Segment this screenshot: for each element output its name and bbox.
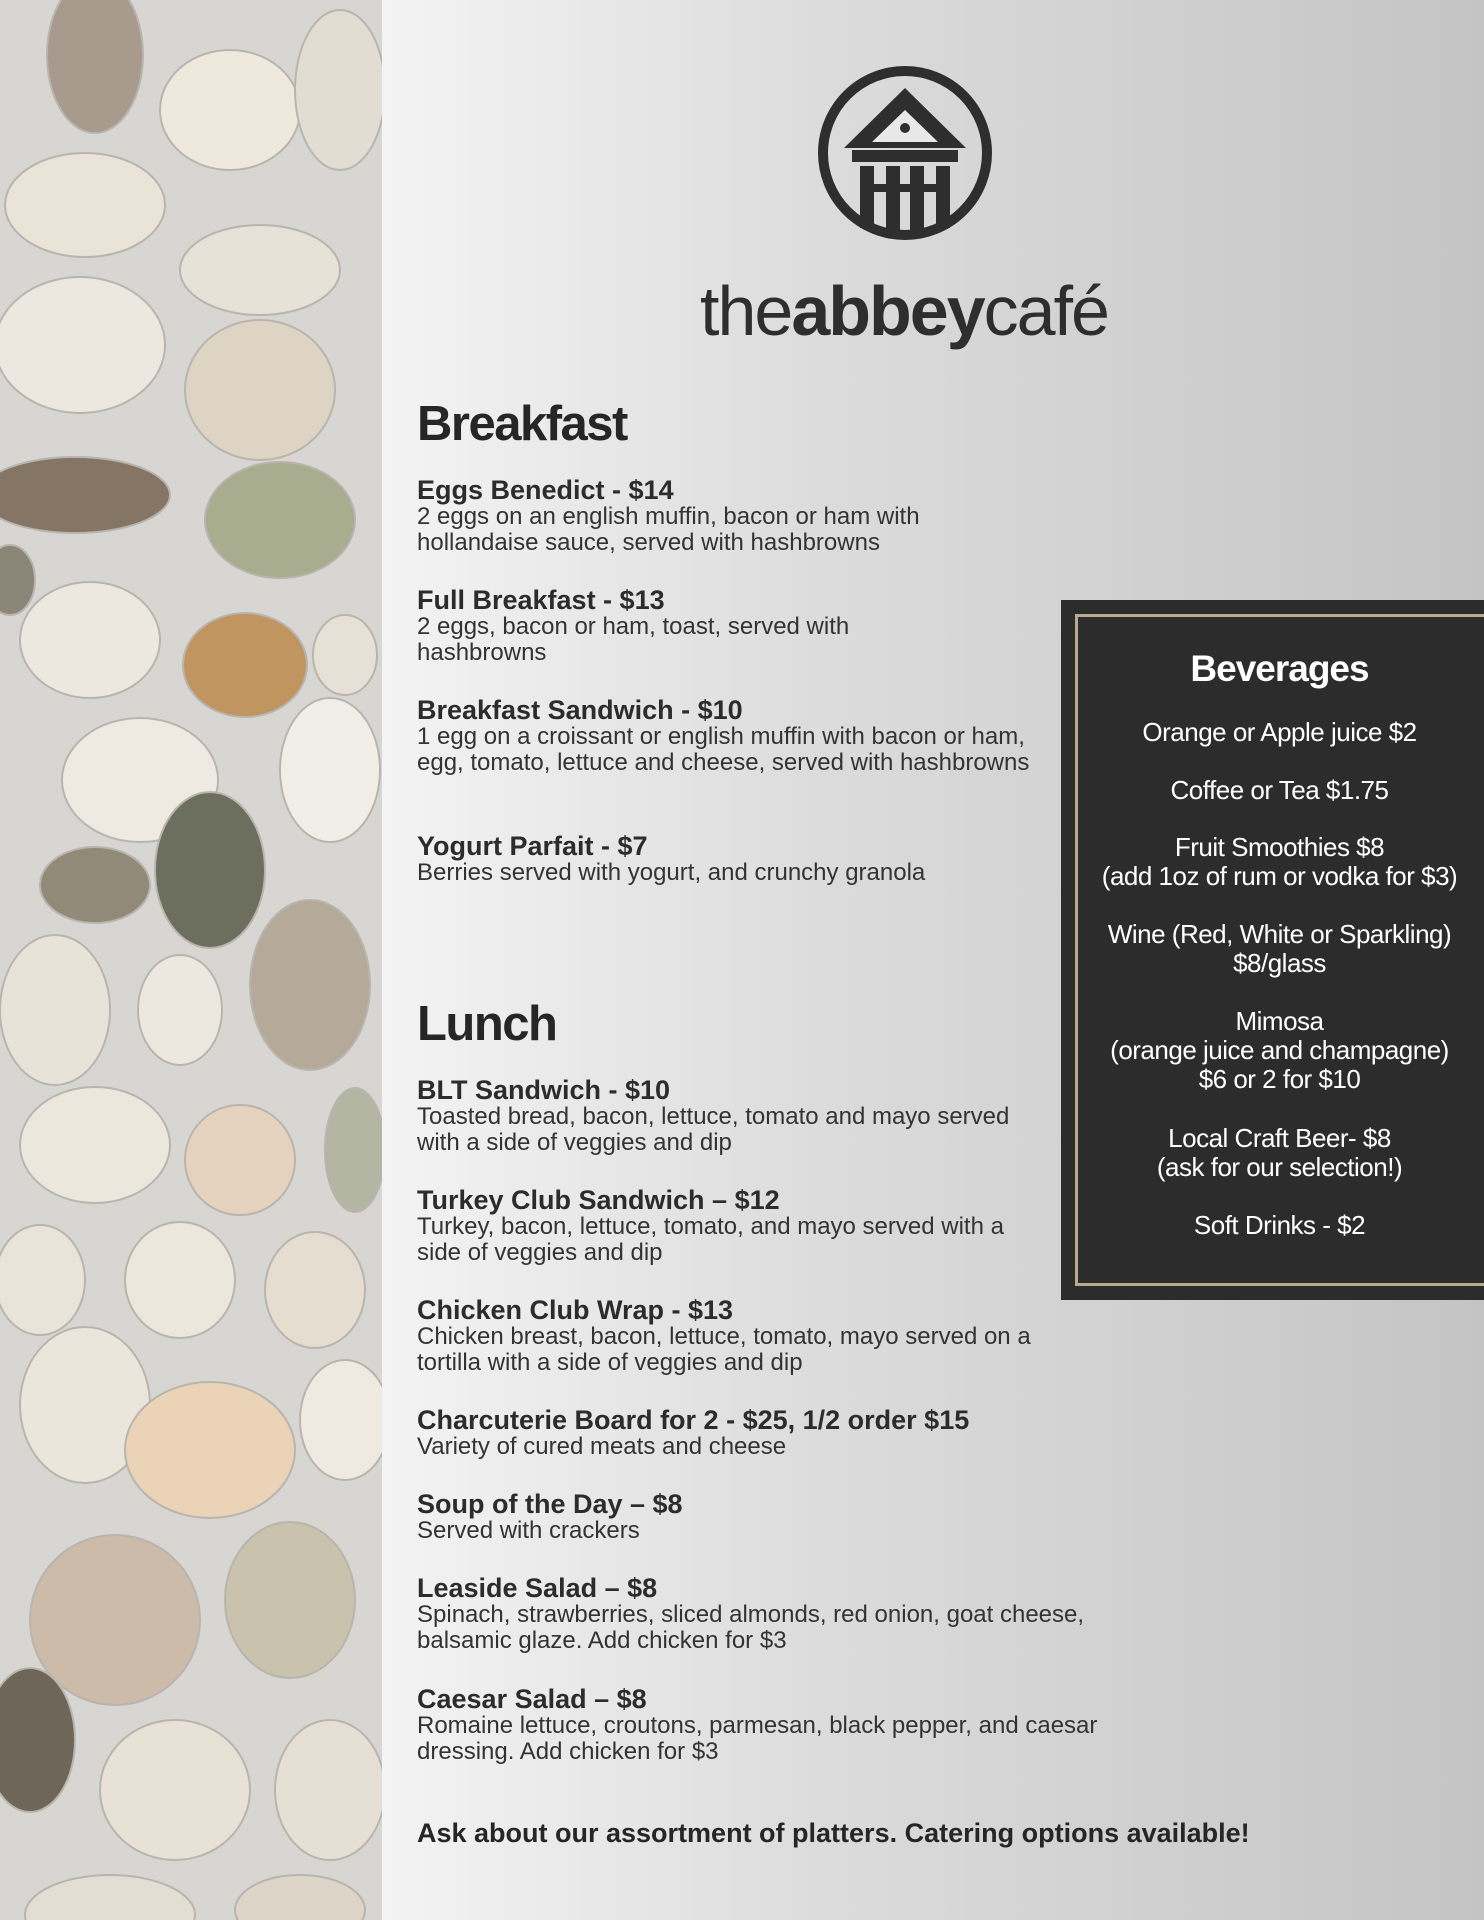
menu-item-full-breakfast bbox=[417, 586, 1157, 666]
menu-item-description: 1 egg on a croissant or english muffin with bacon or ham, egg, tomato, lettuce and cheese, served with hashbrowns bbox=[417, 723, 1030, 776]
menu-item-turkey-club bbox=[417, 1186, 1157, 1266]
menu-item-name: Eggs Benedict - $14 bbox=[417, 475, 674, 505]
menu-item-description: Turkey, bacon, lettuce, tomato, and mayo served with a side of veggies and dip bbox=[417, 1213, 1004, 1266]
menu-item-name: Turkey Club Sandwich – $12 bbox=[417, 1185, 780, 1215]
logo-wordmark bbox=[694, 272, 1114, 350]
beverage-item-coffee-tea bbox=[1075, 776, 1484, 805]
menu-item-name: Chicken Club Wrap - $13 bbox=[417, 1295, 734, 1325]
menu-item-charcuterie-board bbox=[417, 1406, 1157, 1460]
abbey-cafe-logo bbox=[680, 58, 1130, 350]
menu-item-name: Yogurt Parfait - $7 bbox=[417, 831, 648, 861]
menu-item-eggs-benedict bbox=[417, 476, 1157, 556]
beverage-item-juice bbox=[1075, 718, 1484, 747]
menu-item-description: 2 eggs, bacon or ham, toast, served with hashbrowns bbox=[417, 613, 850, 666]
beverage-line: Mimosa bbox=[1235, 1006, 1324, 1036]
beverage-line: Wine (Red, White or Sparkling) bbox=[1107, 919, 1452, 949]
logo-prefix: the bbox=[700, 272, 792, 350]
logo-suffix: café bbox=[983, 272, 1108, 350]
beverage-item-craft-beer bbox=[1075, 1124, 1484, 1182]
menu-item-leaside-salad bbox=[417, 1574, 1157, 1654]
beverage-line: (ask for our selection!) bbox=[1156, 1152, 1403, 1182]
menu-item-name: Caesar Salad – $8 bbox=[417, 1684, 647, 1714]
menu-item-name: Soup of the Day – $8 bbox=[417, 1489, 683, 1519]
beverage-line: Orange or Apple juice $2 bbox=[1142, 717, 1417, 747]
menu-item-description: 2 eggs on an english muffin, bacon or ham with hollandaise sauce, served with hashbrowns bbox=[417, 503, 920, 556]
beverage-line: $6 or 2 for $10 bbox=[1198, 1064, 1361, 1094]
beverage-item-smoothies bbox=[1075, 833, 1484, 891]
beverage-item-mimosa bbox=[1075, 1007, 1484, 1094]
beverage-item-soft-drinks bbox=[1075, 1211, 1484, 1240]
beverages-heading: Beverages bbox=[1190, 648, 1369, 689]
logo-bold-name: abbey bbox=[791, 272, 984, 350]
menu-item-description: Variety of cured meats and cheese bbox=[417, 1433, 787, 1460]
beverage-line: Coffee or Tea $1.75 bbox=[1170, 775, 1389, 805]
menu-item-description: Toasted bread, bacon, lettuce, tomato and mayo served with a side of veggies and dip bbox=[417, 1103, 1010, 1156]
menu-item-name: Leaside Salad – $8 bbox=[417, 1573, 658, 1603]
menu-item-description: Berries served with yogurt, and crunchy granola bbox=[417, 859, 926, 886]
beverages-panel bbox=[1061, 600, 1484, 1300]
pebble-pattern bbox=[0, 0, 382, 1920]
menu-item-soup-of-the-day bbox=[417, 1490, 1157, 1544]
menu-item-breakfast-sandwich bbox=[417, 696, 1157, 776]
pebble-background-panel bbox=[0, 0, 382, 1920]
menu-item-name: BLT Sandwich - $10 bbox=[417, 1075, 671, 1105]
menu-item-blt-sandwich bbox=[417, 1076, 1157, 1156]
menu-item-yogurt-parfait bbox=[417, 832, 1157, 886]
menu-item-name: Breakfast Sandwich - $10 bbox=[417, 695, 743, 725]
beverage-line: $8/glass bbox=[1233, 948, 1326, 978]
beverage-line: Fruit Smoothies $8 bbox=[1174, 832, 1385, 862]
menu-item-name: Charcuterie Board for 2 - $25, 1/2 order $15 bbox=[417, 1405, 970, 1435]
beverage-line: (add 1oz of rum or vodka for $3) bbox=[1101, 861, 1458, 891]
breakfast-heading: Breakfast bbox=[417, 397, 627, 451]
beverage-line: Local Craft Beer- $8 bbox=[1168, 1123, 1391, 1153]
beverage-line: Soft Drinks - $2 bbox=[1193, 1210, 1366, 1240]
menu-item-description: Romaine lettuce, croutons, parmesan, black pepper, and caesar dressing. Add chicken for $3 bbox=[417, 1712, 1098, 1765]
menu-item-description: Chicken breast, bacon, lettuce, tomato, mayo served on a tortilla with a side of veggies and dip bbox=[417, 1323, 1031, 1376]
menu-item-description: Served with crackers bbox=[417, 1517, 640, 1544]
abbey-building-emblem-icon bbox=[810, 58, 1000, 248]
beverage-item-wine bbox=[1075, 920, 1484, 978]
menu-item-name: Full Breakfast - $13 bbox=[417, 585, 665, 615]
lunch-heading: Lunch bbox=[417, 997, 557, 1051]
menu-item-description: Spinach, strawberries, sliced almonds, red onion, goat cheese, balsamic glaze. Add chicken for $3 bbox=[417, 1601, 1085, 1654]
menu-item-caesar-salad bbox=[417, 1685, 1157, 1765]
catering-note: Ask about our assortment of platters. Catering options available! bbox=[417, 1818, 1250, 1848]
beverage-line: (orange juice and champagne) bbox=[1110, 1035, 1449, 1065]
menu-item-chicken-club-wrap bbox=[417, 1296, 1157, 1376]
